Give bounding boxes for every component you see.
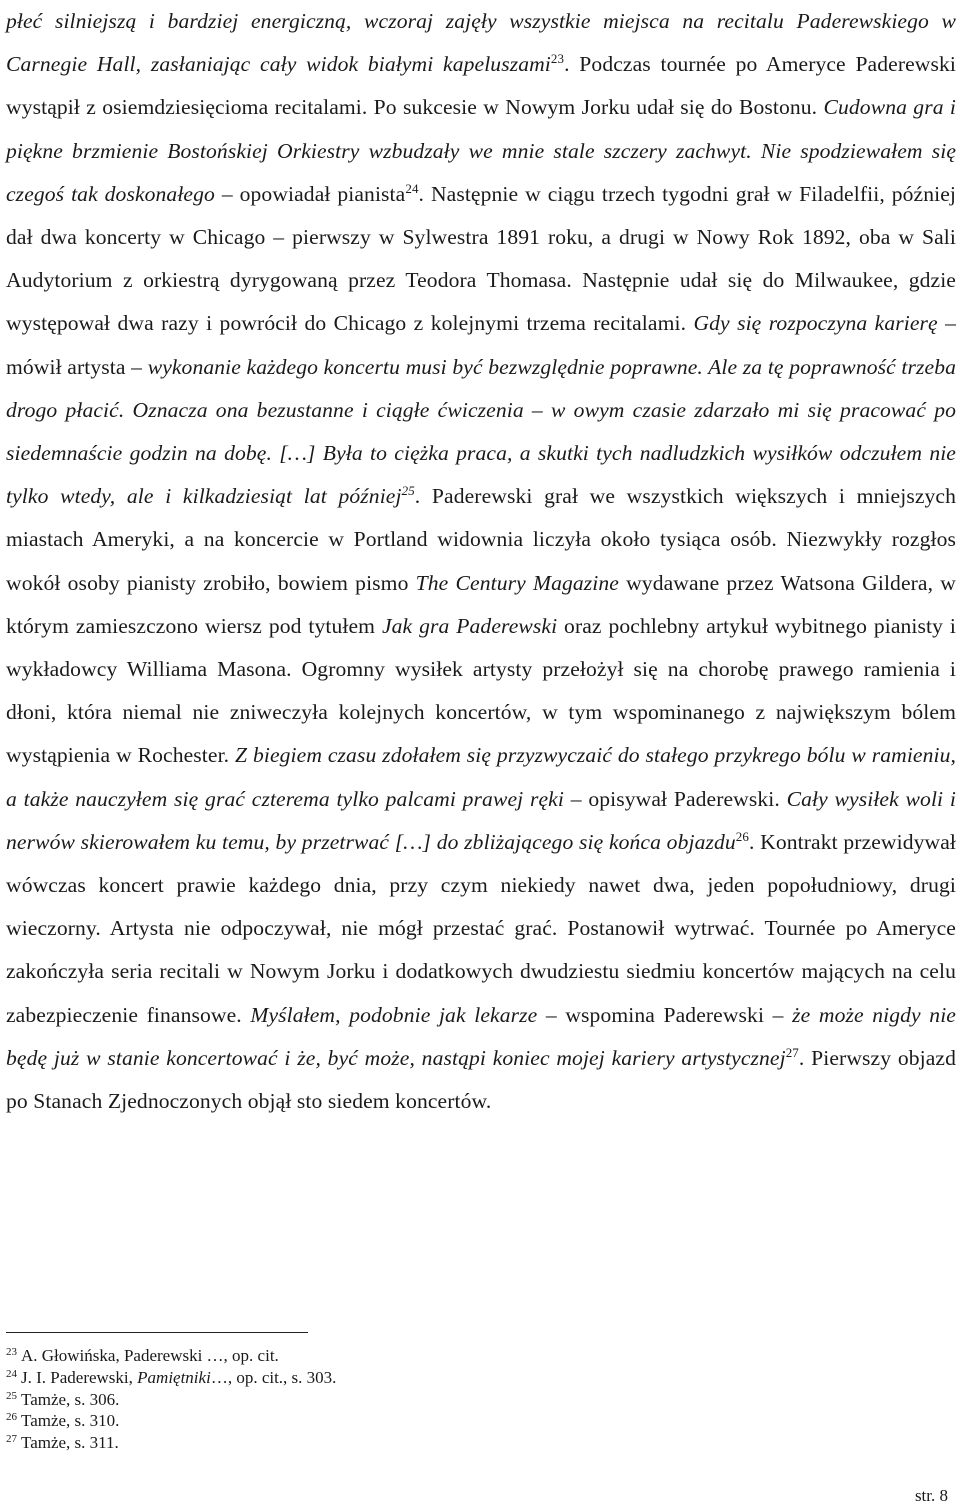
text-run: – mówił artysta – bbox=[6, 311, 956, 379]
quote-text: Gdy się rozpoczyna karierę bbox=[693, 311, 938, 336]
quote-text: Cały wysiłek woli i nerwów skierowałem ku temu, by przetrwać […] do zbliżającego się końca objazdu bbox=[6, 786, 956, 854]
quote-text: Cudowna gra i piękne brzmienie Bostońskiej Orkiestry wzbudzały we mnie stale szczery zachwyt. Nie spodziewałem się czegoś tak doskonałego bbox=[6, 95, 956, 206]
quote-text: Z biegiem czasu zdołałem się przyzwyczaić do stałego przykrego bólu w ramieniu, a także nauczyłem się grać czterema tylko palcami prawej ręki bbox=[6, 743, 956, 811]
text-run: . Pierwszy objazd po Stanach Zjednoczonych objął sto siedem koncertów. bbox=[6, 1045, 956, 1114]
page-number: str. 8 bbox=[914, 1486, 948, 1505]
footnote-text: Tamże, s. 306. bbox=[21, 1389, 120, 1409]
footnote-ref-24[interactable]: 24 bbox=[405, 180, 419, 196]
title-text: The Century Magazine bbox=[415, 570, 619, 595]
footnote-text: …, op. cit., s. 303. bbox=[210, 1367, 337, 1387]
body-paragraph bbox=[6, 0, 956, 1123]
footnote-number: 25 bbox=[6, 1389, 17, 1402]
footnote-number: 23 bbox=[6, 1346, 17, 1358]
quote-text: że może nigdy nie będę już w stanie koncertować i że, być może, nastąpi koniec mojej kariery artystycznej bbox=[6, 1002, 956, 1070]
footnote-ref-26[interactable]: 26 bbox=[735, 828, 749, 844]
text-run: . Paderewski grał we wszystkich większych i mniejszych miastach Ameryki, a na koncercie w Portland widownia liczyła około tysiąca osób. Niezwykły rozgłos wokół osoby pianisty zrobiło, bowiem pismo bbox=[6, 484, 956, 595]
footnote-item bbox=[6, 1410, 906, 1432]
footnote-text: A. Głowińska, Paderewski …, op. cit. bbox=[21, 1346, 279, 1365]
footnote-text: J. I. Paderewski, bbox=[21, 1367, 138, 1387]
footnote-item bbox=[6, 1367, 906, 1389]
quote-text: wykonanie każdego koncertu musi być bezwzględnie poprawne. Ale za tę poprawność trzeba drogo płacić. Oznacza ona bezustanne i ciągłe ćwiczenia – w owym czasie zdarzało mi się pracować po siedemnaście godzin na dobę. […] Była to ciężka praca, a skutki tych nadludzkich wysiłków odczułem nie tylko wtedy, ale i kilkadziesiąt lat później bbox=[6, 354, 956, 509]
footnote-item bbox=[6, 1432, 906, 1454]
text-run: oraz pochlebny artykuł wybitnego pianisty i wykładowcy Williama Masona. Ogromny wysiłek artysty przełożył się na chorobę prawego ramienia i dłoni, która niemal nie zniweczyła kolejnych koncertów, w tym wspominanego z największym bólem wystąpienia w Rochester. bbox=[6, 613, 956, 768]
text-run: . Następnie w ciągu trzech tygodni grał w Filadelfii, później dał dwa koncerty w Chicago – pierwszy w Sylwestra 1891 roku, a drugi w Nowy Rok 1892, oba w Sali Audytorium z orkiestrą dyrygowaną przez Teodora Thomasa. Następnie udał się do Milwaukee, gdzie występował dwa razy i powrócił do Chicago z kolejnymi trzema recitalami. bbox=[6, 181, 956, 336]
footnote-ref-27[interactable]: 27 bbox=[785, 1044, 799, 1060]
footnote-item bbox=[6, 1345, 906, 1367]
text-run: – opisywał Paderewski. bbox=[563, 786, 787, 811]
text-run: wydawane przez Watsona Gildera, w którym zamieszczono wiersz pod tytułem bbox=[6, 570, 956, 638]
text-run: płeć silniejszą i bardziej energiczną, wczoraj zajęły wszystkie miejsca na recitalu Paderewskiego w Carnegie Hall, zasłaniając cały widok białymi kapeluszami bbox=[6, 9, 956, 77]
footnote-text: Tamże, s. 311. bbox=[21, 1433, 119, 1453]
footnote-item bbox=[6, 1389, 906, 1411]
text-run: . Podczas tournée po Ameryce Paderewski wystąpił z osiemdziesięcioma recitalami. Po sukcesie w Nowym Jorku udał się do Bostonu. bbox=[6, 52, 956, 120]
quote-text: Myślałem, podobnie jak lekarze bbox=[250, 1002, 538, 1027]
text-run: – wspomina Paderewski – bbox=[537, 1002, 793, 1027]
footnote-ref-25[interactable]: 25 bbox=[401, 483, 415, 499]
footnote-separator bbox=[6, 1332, 308, 1333]
footnotes bbox=[6, 1345, 906, 1454]
text-run: – opowiadał pianista bbox=[214, 181, 406, 206]
footnote-ref-23[interactable]: 23 bbox=[550, 51, 565, 67]
title-text: Jak gra Paderewski bbox=[381, 613, 558, 638]
footnote-number: 24 bbox=[6, 1367, 17, 1380]
footnote-number: 27 bbox=[6, 1433, 17, 1446]
footnote-number: 26 bbox=[6, 1411, 17, 1424]
text-run: . Kontrakt przewidywał wówczas koncert prawie każdego dnia, przy czym niekiedy nawet dwa, jeden popołudniowy, drugi wieczorny. Artysta nie odpoczywał, nie mógł przestać grać. Postanowił wytrwać. Tournée po Ameryce zakończyła seria recitali w Nowym Jorku i dodatkowych dwudziestu siedmiu koncertów mających na celu zabezpieczenie finansowe. bbox=[6, 829, 956, 1027]
footnote-text: Tamże, s. 310. bbox=[21, 1411, 120, 1431]
footnote-title: Pamiętniki bbox=[137, 1367, 211, 1387]
